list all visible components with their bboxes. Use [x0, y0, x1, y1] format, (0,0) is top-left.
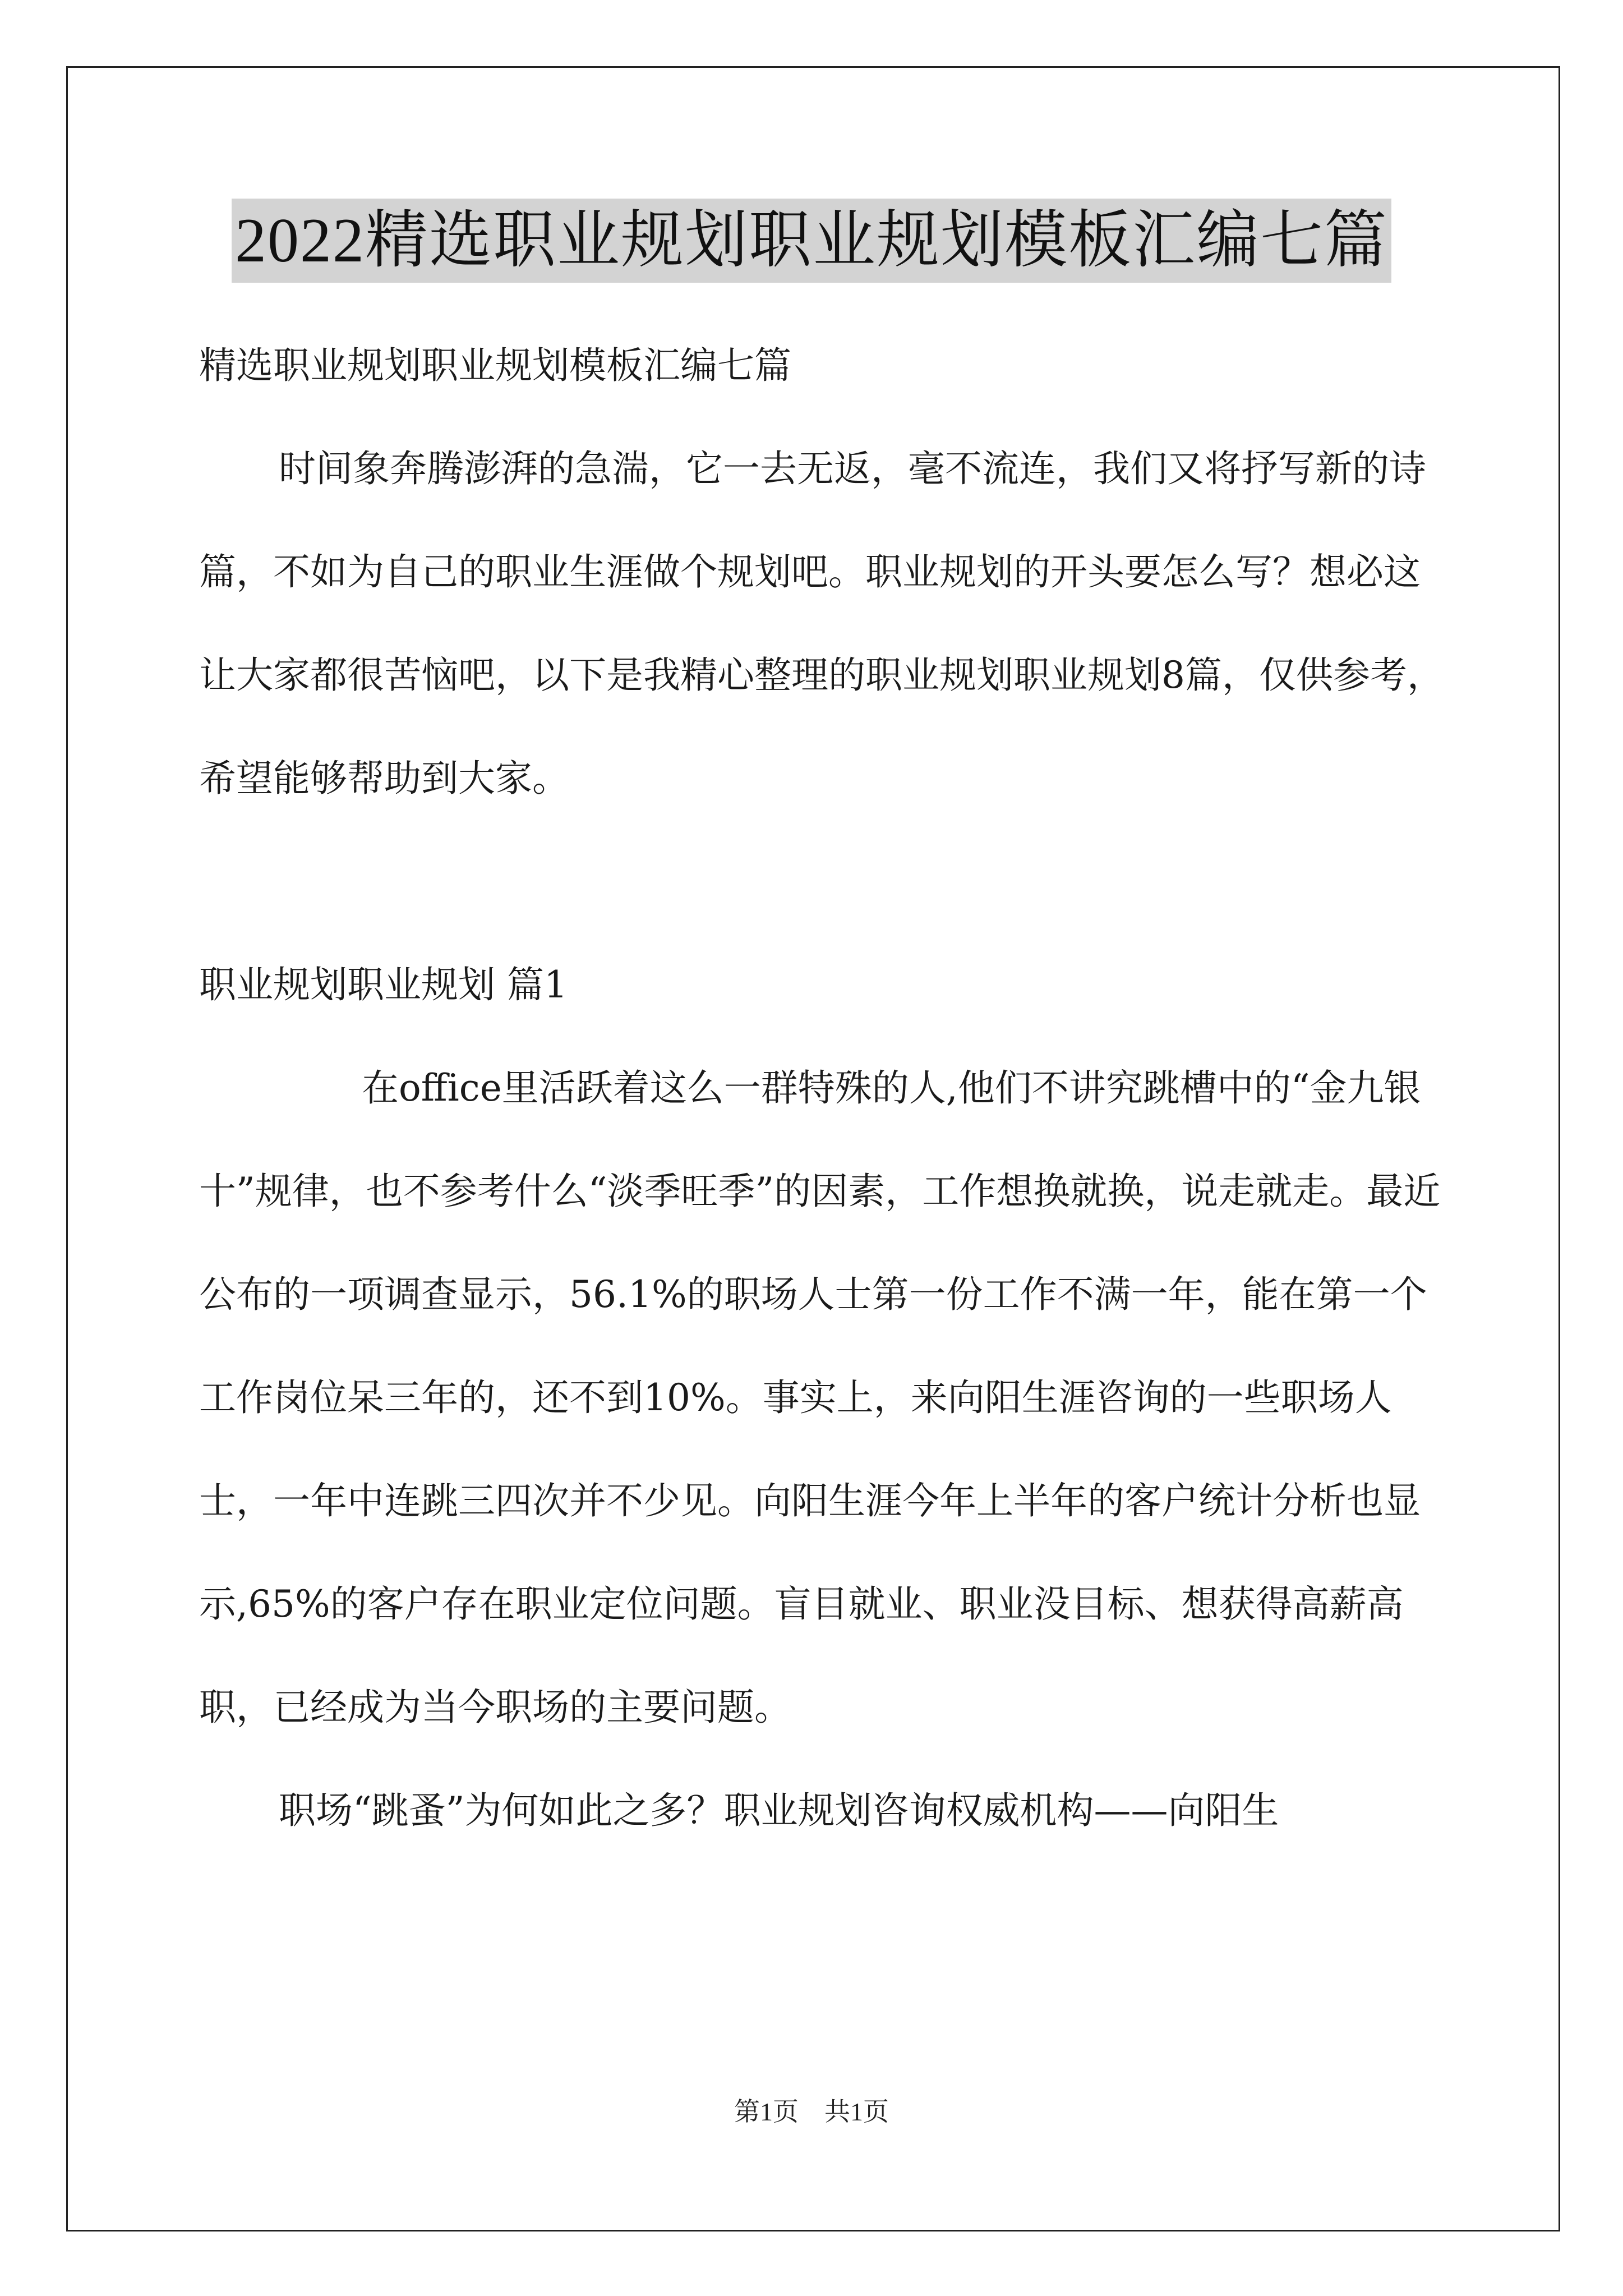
document-subtitle: 精选职业规划职业规划模板汇编七篇	[199, 344, 791, 387]
document-title	[0, 199, 1623, 283]
page-number: 第1页 共1页	[734, 2097, 889, 2126]
document-body	[199, 314, 1455, 1862]
page-footer	[0, 2091, 1623, 2128]
intro-paragraph: 时间象奔腾澎湃的急湍，它一去无返，毫不流连，我们又将抒写新的诗篇，不如为自己的职业生涯做个规划吧。职业规划的开头要怎么写？想必这让大家都很苦恼吧，以下是我精心整理的职业规划职业规划8篇，仅供参考，希望能够帮助到大家。	[199, 447, 1444, 800]
body-paragraph: 在office里活跃着这么一群特殊的人,他们不讲究跳槽中的“金九银十”规律，也不参考什么“淡季旺季”的因素，工作想换就换，说走就走。最近公布的一项调查显示，56.1%的职场人士第一份工作不满一年，能在第一个工作岗位呆三年的，还不到10%。事实上，来向阳生涯咨询的一些职场人士，一年中连跳三四次并不少见。向阳生涯今年上半年的客户统计分析也显示,65%的客户存在职业定位问题。盲目就业、职业没目标、想获得高薪高职，已经成为当今职场的主要问题。	[199, 1066, 1441, 1729]
document-title-text: 2022精选职业规划职业规划模板汇编七篇	[232, 199, 1391, 283]
section-heading: 职业规划职业规划 篇1	[199, 963, 568, 1006]
body-paragraph: 职场“跳蚤”为何如此之多？职业规划咨询权威机构——向阳生	[279, 1789, 1279, 1832]
